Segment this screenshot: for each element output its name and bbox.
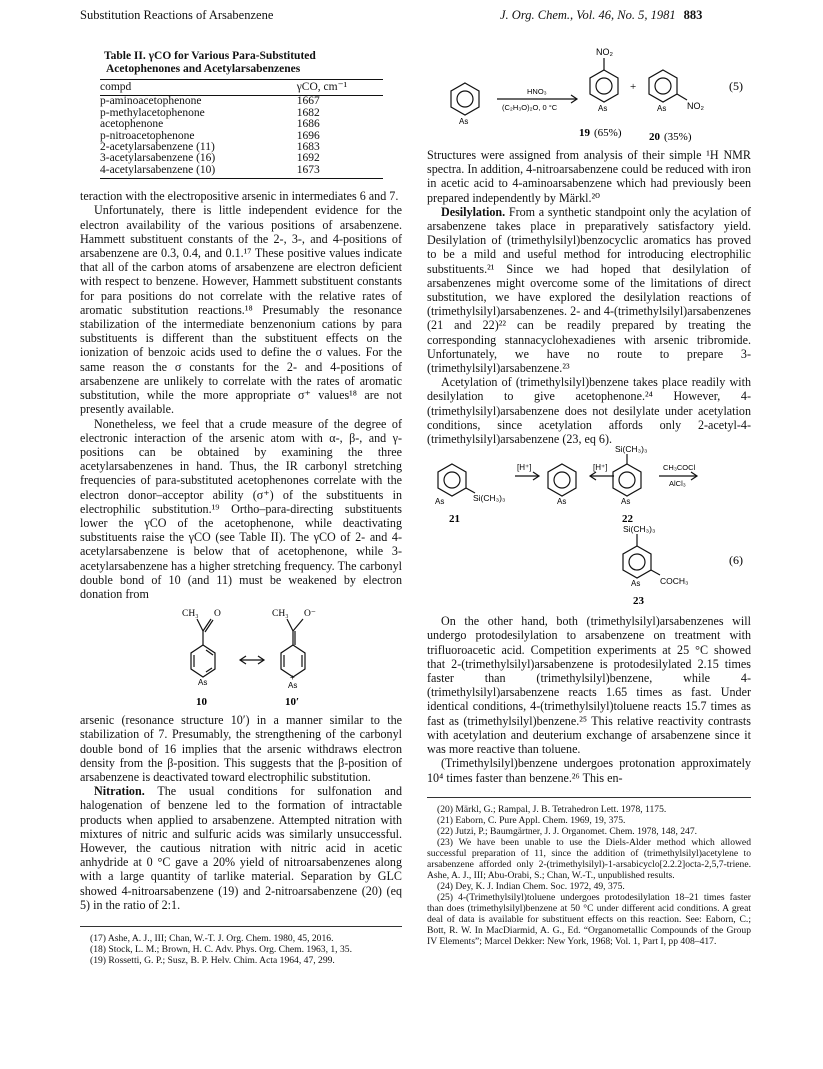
left-column (80, 50, 402, 966)
running-head-citation (500, 8, 702, 23)
resonance-structures-svg (80, 601, 402, 713)
table-cell-compd: p-aminoacetophenone (100, 95, 202, 108)
equation-5 (427, 30, 751, 148)
compound-label-22: 22 (622, 513, 633, 526)
footnote: (22) Jutzi, P.; Baumgärtner, J. J. Organomet. Chem. 1978, 148, 247. (437, 825, 698, 837)
reagent-top: HNO₃ (527, 87, 547, 96)
arsenic-label: As (198, 678, 208, 688)
footnote-rule (80, 926, 402, 927)
trimethylsilyl-label: Si(CH₃)₃ (473, 493, 506, 504)
right-column (427, 30, 751, 947)
table-cell-value: 1683 (296, 141, 320, 154)
footnote: (25) 4-(Trimethylsilyl)toluene undergoes protodesilylation 18–21 times faster than does (trimethylsilyl)benzene at 50 °C under different acid conditions. A great deal of data is available for substituent effects on this reaction. See: Eaborn, C.; Bott, R. W. In MacDiarmid, A. G., Ed. “Organometallic Compounds of the Group IV Elements”; Marcel Dekker: New York, 1968; Vol. 1, Part I, pp 408–417. (427, 891, 751, 947)
arsenic-label: As (459, 117, 469, 126)
resonance-figure (80, 601, 402, 713)
table-row (100, 119, 383, 130)
compound-label-20: 20 (649, 131, 660, 143)
table-cell-compd: p-nitroacetophenone (100, 129, 195, 142)
arsenic-label: As (598, 104, 608, 113)
methyl-label: CH₃ (272, 609, 289, 620)
reagent-bottom: AlCl₃ (669, 479, 686, 489)
footnote: (23) We have been unable to use the Diels-Alder method which allowed successful preparation of 11, since the addition of (trimethylsilyl)acetylene to arsabenzene afforded only 2-(trimethylsilyl)-1-arsabicyclo[2.2.2]octa-2,5,7-triene. Ashe, A. J., III; Abu-Orabi, S.; Chan, W.-T., unpublished results. (427, 836, 751, 881)
journal-citation: J. Org. Chem., Vol. 46, No. 5, 1981 (500, 8, 676, 22)
trimethylsilyl-label: Si(CH₃)₃ (615, 446, 648, 455)
footnote: (17) Ashe, A. J., III; Chan, W.-T. J. Org. Chem. 1980, 45, 2016. (90, 932, 334, 944)
paragraph-text: The usual conditions for sulfonation and halogenation of benzene led to the formation of intractable products when applied to arsabenzene. Attempted nitration with mixtures of nitric and sulfuric acids was similarly unsuccessful. However, the cautious nitration with nitric acid in acetic anhydride at 0 °C gave a 20% yield of nitroarsabenzenes along with a large quantity of tarlike material. Separation by GLC showed 4-nitroarsabenzene (19) and 2-nitroarsabenzene (20) (eq 5) in the ratio of 2:1. (80, 784, 402, 912)
page-number: 883 (683, 8, 703, 22)
table-cell-value: 1667 (296, 95, 320, 108)
paragraph-nitration (80, 784, 402, 912)
table-cell-compd: acetophenone (100, 118, 164, 131)
trimethylsilyl-label: Si(CH₃)₃ (623, 524, 656, 535)
footnote: (20) Märkl, G.; Rampal, J. B. Tetrahedron Lett. 1978, 1175. (437, 803, 667, 815)
equation-6 (427, 446, 751, 614)
footnote: (24) Dey, K. J. Indian Chem. Soc. 1972, 49, 375. (437, 880, 625, 892)
compound-label-21: 21 (449, 513, 460, 526)
paragraph: Acetylation of (trimethylsilyl)benzene takes place readily with desilylation to give acetophenone.²⁴ However, 4-(trimethylsilyl)arsabenzene does not desilylate under acetylation conditions, since acetylation affords only 2-acetyl-4-(trimethylsilyl)arsabenzene (23, eq 6). (427, 375, 751, 447)
table-cell-value: 1696 (296, 129, 320, 142)
equation-number: (6) (729, 553, 743, 568)
arsenic-label: As (631, 579, 641, 589)
table-cell-compd: 3-acetylarsabenzene (16) (100, 152, 216, 165)
nitration-scheme-svg (427, 30, 751, 148)
oxygen-label: O (214, 609, 221, 620)
table-cell-compd: 4-acetylarsabenzene (10) (100, 165, 267, 179)
table-caption (104, 50, 402, 76)
compound-label-23: 23 (633, 595, 644, 608)
section-head-nitration: Nitration. (94, 784, 145, 799)
footnote-rule (427, 797, 751, 798)
table-cell-value: 1692 (296, 152, 320, 165)
desilylation-scheme-svg (427, 446, 751, 614)
running-head-title: Substitution Reactions of Arsabenzene (80, 8, 274, 22)
table-cell-compd: 2-acetylarsabenzene (11) (100, 141, 215, 154)
compound-label-19: 19 (579, 127, 590, 139)
acetyl-label: COCH₃ (660, 576, 689, 587)
compound-label-10-prime: 10′ (285, 696, 300, 709)
table-cell-value: 1686 (296, 118, 320, 131)
paragraph: (Trimethylsilyl)benzene undergoes protonation approximately 10⁴ times faster than benzene.²⁶ This en- (427, 756, 751, 785)
reagent-bottom: (C₂H₃O)₂O, 0 °C (502, 103, 558, 112)
table-ii (100, 79, 383, 179)
nitro-label: NO₂ (687, 101, 704, 111)
section-head-desilylation: Desilylation. (441, 204, 506, 219)
equation-number: (5) (729, 79, 743, 93)
paragraph: Nonetheless, we feel that a crude measure of the degree of electronic interaction of the arsenic atom with α-, β-, and γ-positions can be obtained by examining the three acetylarsabenzenes in hand. Thus, the IR carbonyl stretching frequencies of para-substituted acetophenones correlate with the electron donor–acceptor ability (σ⁺) of the substituents in electrophilic substitution.¹⁹ Ortho–para-directing substituents lower the γCO of the acetophenone, while deactivating substituents raise the γCO (see Table II). The γCO of 2- and 4-acetylarsabenzene is below that of acetophenone, while 3-acetylarsabenzene has a higher stretching frequency. The carbonyl double bond of 10 (and 11) must be weakened by electron donation from (80, 416, 402, 601)
paragraph: Unfortunately, there is little independent evidence for the electron availability of the various positions of arsabenzene. Hammett substituent constants of the 2-, 3-, and 4-positions of arsabenzene are 0.3, 0.4, and 0.1.¹⁷ These positive values indicate that all of the carbon atoms of arsabenzene are electron deficient with respect to benzene. However, Hammett substituent constants for para positions do not correlate with the relative rates of aromatic substitution reactions.¹⁸ Presumably the resonance stabilization of the intermediate benzenonium cations by para substituents is different than the substituent effects on the ionization of benzoic acids used to define the σ values. For the same reason the σ constants for the 2- and 4-positions of arsabenzene are unlikely to correlate with the rates of aromatic substitution, while the more appropriate σ⁺ values¹⁸ are not presently available. (80, 203, 402, 417)
footnotes-right (427, 797, 751, 947)
table-cell-value: 1673 (267, 165, 383, 179)
arsenic-label: As (557, 497, 567, 507)
table-row (100, 165, 383, 179)
paragraph: On the other hand, both (trimethylsilyl)arsabenzenes will undergo protodesilylation to arsabenzene on treatment with trifluoroacetic acid. Competition experiments at 25 °C showed that 2-(trimethylsilyl)arsabenzene is protodesilylated 2.15 times faster than (trimethylsilyl)benzene, while 4-(trimethylsilyl)arsabenzene reacts 1.65 times as fast. Under identical conditions, 4-(trimethylsilyl)toluene reacts 15.7 times as fast as (trimethylsilyl)benzene.²⁵ This relative reactivity contrasts with acetylation and deuterium exchange of arsabenzene since it was more reactive than toluene. (427, 614, 751, 757)
arsenic-label: As (435, 497, 445, 507)
plus-sign: + (290, 673, 295, 683)
paragraph: teraction with the electropositive arsenic in intermediates 6 and 7. (80, 189, 399, 204)
paragraph: arsenic (resonance structure 10′) in a manner similar to the stabilization of 7. Presumably, the strengthening of the carbonyl double bond of 16 implies that the arsenic withdraws electron density from the β-position. This suggests that the β-position of arsabenzene is deactivated toward electrophilic substitution. (80, 713, 402, 784)
table-header-gamma: γCO, cm⁻¹ (267, 80, 383, 96)
table-cell-value: 1682 (296, 106, 320, 119)
yield-19: (65%) (594, 127, 622, 139)
table-cell-compd: p-methylacetophenone (100, 106, 205, 119)
oxide-label: O⁻ (304, 609, 316, 620)
footnote: (19) Rossetti, G. P.; Susz, B. P. Helv. Chim. Acta 1964, 47, 299. (90, 954, 335, 966)
arsenic-label: As (657, 104, 667, 113)
footnotes-left (80, 926, 402, 966)
methyl-label: CH₃ (182, 609, 199, 620)
footnote: (21) Eaborn, C. Pure Appl. Chem. 1969, 19, 375. (437, 814, 626, 826)
reagent-top: CH₃COCl (663, 463, 696, 473)
paragraph: Structures were assigned from analysis of their simple ¹H NMR spectra. In addition, 4-nitroarsabenzene could be reduced with iron in acetic acid to 4-aminoarsabenzene which had previously been prepared independently by Märkl.²⁰ (427, 148, 751, 205)
paragraph-text: From a synthetic standpoint only the acylation of arsabenzene takes place in preparatively satisfactory yield. Desilylation of (trimethylsilyl)benzocyclic aromatics has proved to be a mild and useful method for introducing electrophilic substituents.²¹ Since we had hoped that desilylation of arsabenzenes might overcome some of the limitations of direct substitution, we have explored the desilylation reactions of (trimethylsilyl)arsabenzenes. 2- and 4-(trimethylsilyl)arsabenzenes (21 and 22)²² can be readily prepared by treating the corresponding stannacyclohexadienes with arsenic tribromide. Unfortunately, we have no route to prepare 3-(trimethylsilyl)arsabenzene.²³ (427, 204, 751, 376)
table-caption-line1: Table II. γCO for Various Para-Substituted (104, 50, 316, 62)
table-caption-line2: Acetophenones and Acetylarsabenzenes (106, 63, 301, 75)
footnote: (18) Stock, L. M.; Brown, H. C. Adv. Phys. Org. Chem. 1963, 1, 35. (90, 943, 352, 955)
acid-label: [H⁺] (593, 463, 608, 473)
table-header-compd: compd (100, 80, 267, 96)
arsenic-label: As (621, 497, 631, 507)
plus-sign: + (630, 81, 637, 93)
yield-20: (35%) (664, 131, 692, 143)
paragraph-desilylation (427, 205, 751, 375)
compound-label-10: 10 (196, 696, 207, 709)
nitro-label: NO₂ (596, 47, 613, 57)
arsenic-label: As (288, 681, 298, 691)
acid-label: [H⁺] (517, 463, 532, 473)
